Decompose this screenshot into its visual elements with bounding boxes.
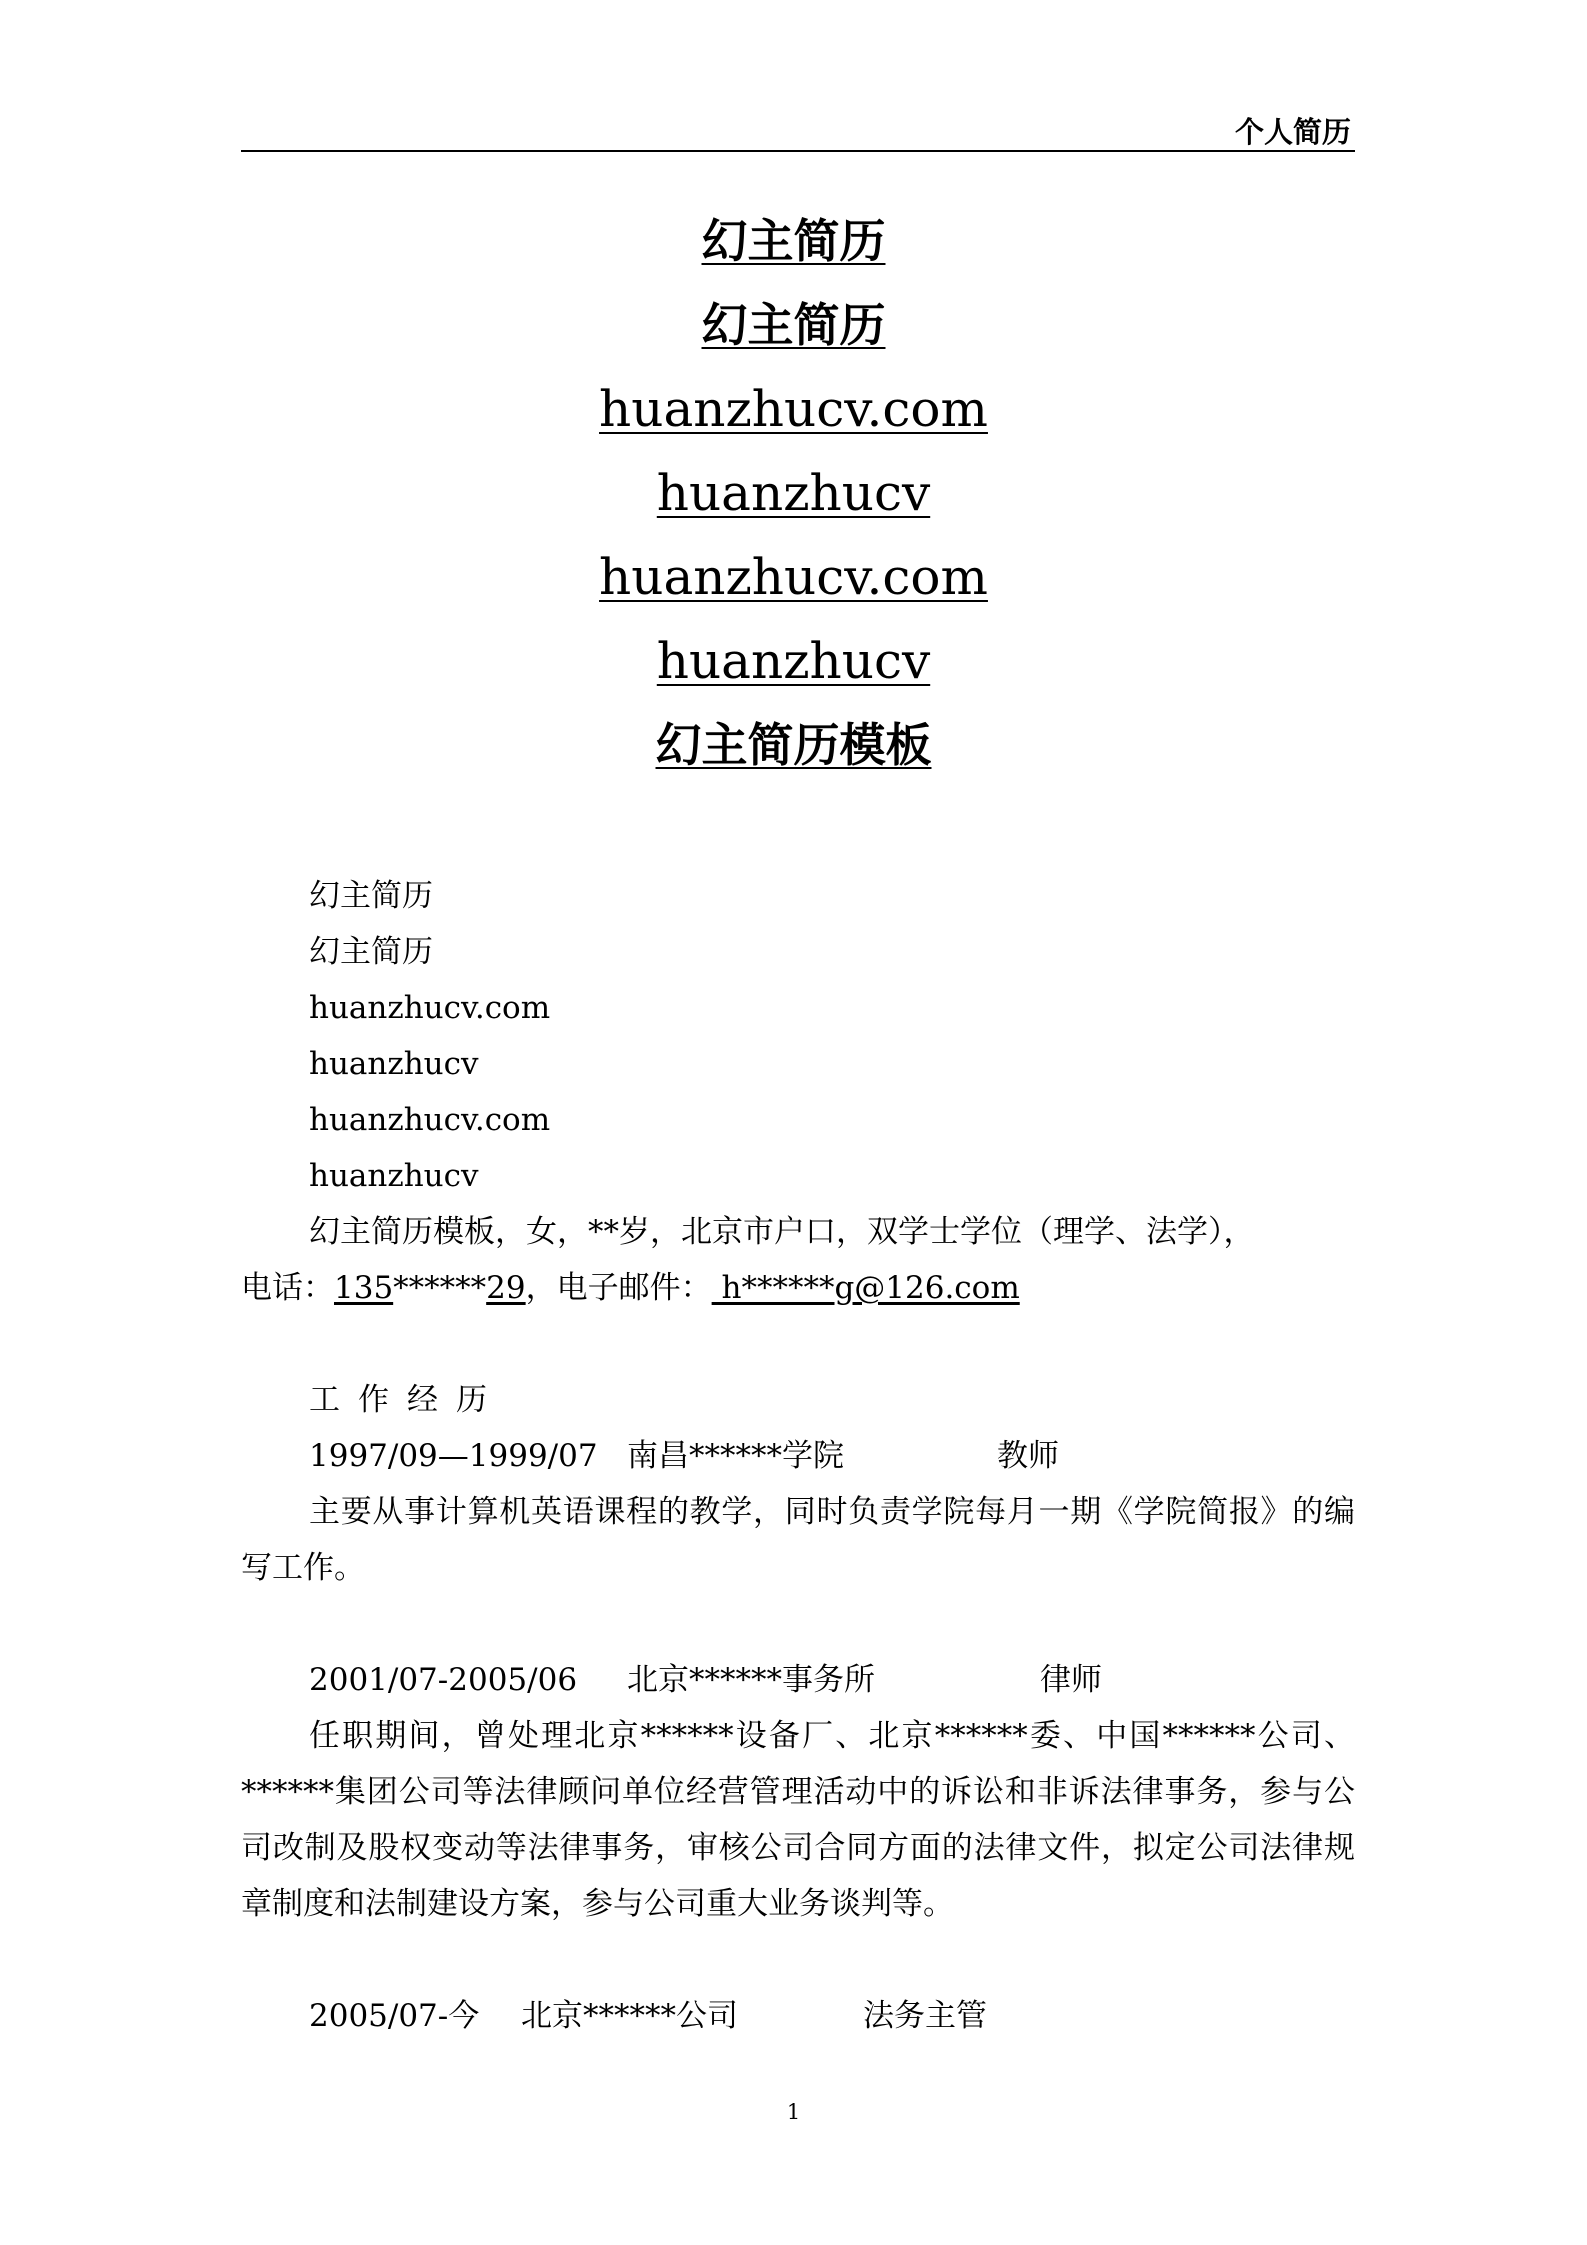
job-header [241, 1988, 1355, 2044]
title-line: 幻主简历 [701, 298, 886, 352]
job-org: 北京******事务所 [627, 1662, 875, 1698]
spacer [241, 1316, 1355, 1372]
job-header [241, 1428, 1355, 1484]
page-header [241, 108, 1355, 152]
title-line: huanzhucv [656, 464, 931, 522]
title-line: huanzhucv.com [599, 380, 988, 438]
title-block [0, 201, 1587, 789]
job-org: 北京******公司 [521, 1998, 738, 2034]
phone-prefix: 135 [334, 1270, 394, 1306]
job-description: 主要从事计算机英语课程的教学，同时负责学院每月一期《学院简报》的编写工作。 [241, 1494, 1355, 1586]
job-org: 南昌******学院 [627, 1438, 844, 1474]
job-period: 1997/09—1999/07 [309, 1438, 598, 1474]
phone-suffix: 29 [486, 1270, 526, 1306]
title-line: 幻主简历模板 [655, 718, 932, 772]
spacer [241, 1932, 1355, 1988]
phone-label: 电话： [241, 1270, 334, 1306]
intro-line: 幻主简历 [309, 934, 433, 970]
intro-line: huanzhucv [309, 1158, 479, 1194]
email-link[interactable]: h******g@126.com [711, 1270, 1020, 1306]
phone-mask: ****** [393, 1270, 487, 1306]
intro-line: huanzhucv.com [309, 1102, 551, 1138]
intro-line: huanzhucv.com [309, 990, 551, 1026]
job-period: 2005/07-今 [309, 1998, 480, 2034]
section-heading-work: 工作经历 [309, 1382, 505, 1418]
resume-body [241, 868, 1355, 2044]
intro-line: huanzhucv [309, 1046, 479, 1082]
title-line: 幻主简历 [701, 214, 886, 268]
job-period: 2001/07-2005/06 [309, 1662, 578, 1698]
job-role: 法务主管 [863, 1998, 987, 2034]
intro-line: 幻主简历 [309, 878, 433, 914]
job-role: 律师 [1040, 1662, 1102, 1698]
contact-line [241, 1260, 1355, 1316]
job-header [241, 1652, 1355, 1708]
spacer [241, 1596, 1355, 1652]
job-description: 任职期间，曾处理北京******设备厂、北京******委、中国******公司、******集团公司等法律顾问单位经营管理活动中的诉讼和非诉法律事务，参与公司改制及股权变动等法律事务，审核公司合同方面的法律文件，拟定公司法律规章制度和法制建设方案，参与公司重大业务谈判等。 [241, 1718, 1355, 1922]
title-line: huanzhucv.com [599, 548, 988, 606]
job-role: 教师 [997, 1438, 1059, 1474]
title-line: huanzhucv [656, 632, 931, 690]
email-label: ，电子邮件： [525, 1270, 712, 1306]
profile-summary: 幻主简历模板，女，**岁，北京市户口，双学士学位（理学、法学）， [309, 1214, 1255, 1250]
header-label: 个人简历 [1234, 115, 1351, 149]
page-number: 1 [786, 2100, 801, 2124]
